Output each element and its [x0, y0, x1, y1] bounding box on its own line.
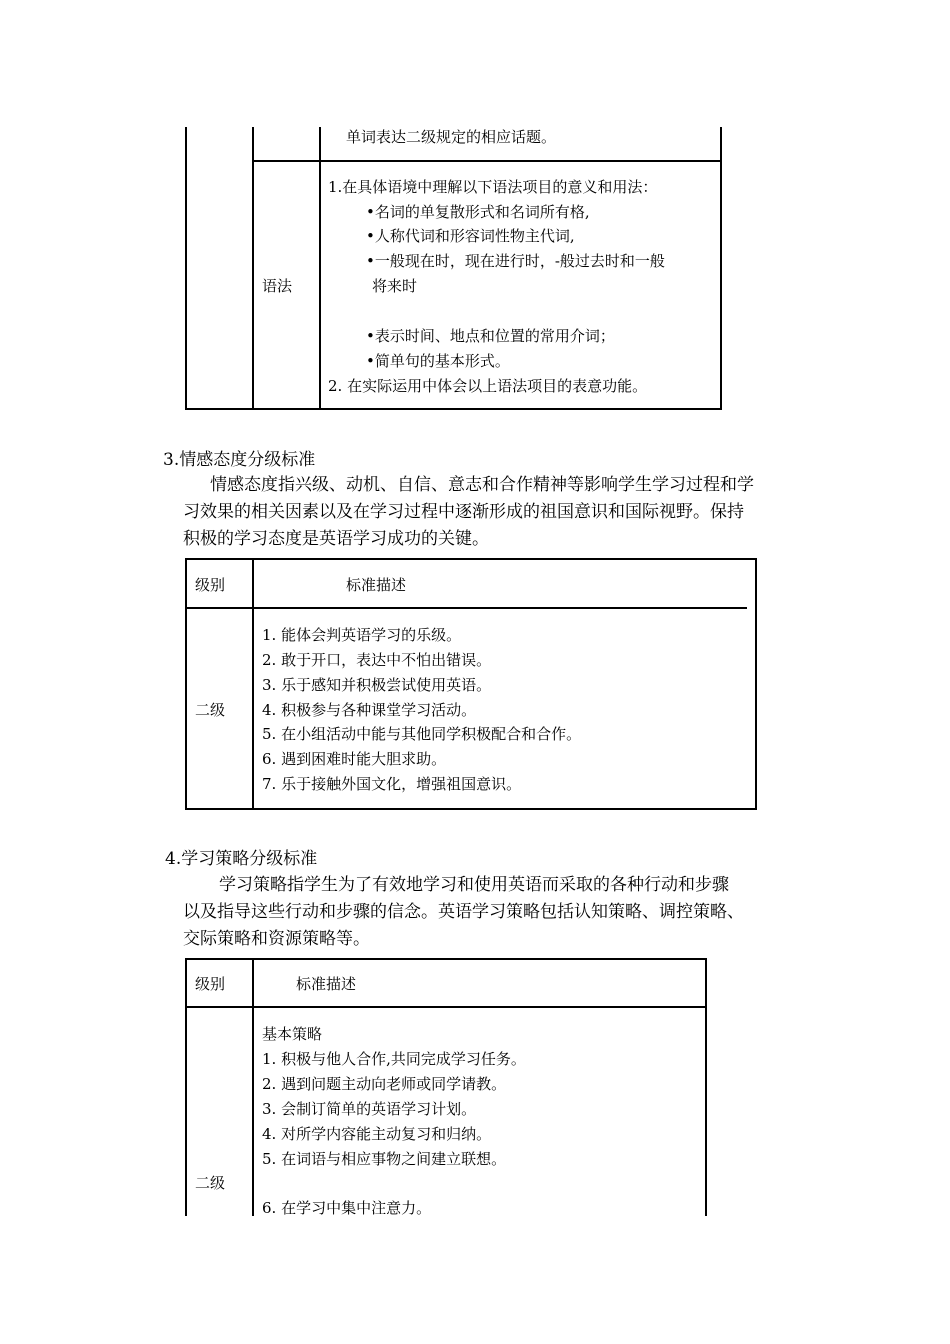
table-border-bottom	[185, 408, 722, 410]
table-level-label: 二级	[195, 1174, 226, 1192]
table-border-col	[319, 127, 321, 410]
table-row-separator	[252, 160, 722, 162]
table-header-desc: 标准描述	[346, 576, 407, 594]
table-border-bottom	[185, 808, 757, 810]
section3-heading: 3.情感态度分级标准	[163, 450, 316, 470]
paragraph-line: 以及指导这些行动和步骤的信念。英语学习策略包括认知策略、调控策略、	[183, 902, 744, 922]
table-border-top	[185, 558, 757, 560]
paragraph-line: 积极的学习态度是英语学习成功的关键。	[183, 529, 489, 549]
table-item: 7. 乐于接触外国文化，增强祖国意识。	[262, 775, 522, 793]
table-border-right	[755, 558, 757, 810]
table-border-col	[252, 558, 254, 810]
table-header-desc: 标准描述	[296, 975, 357, 993]
table-border-left	[185, 558, 187, 810]
paragraph-line: 学习策略指学生为了有效地学习和使用英语而采取的各种行动和步骤	[219, 875, 729, 895]
table-item: 2. 遇到问题主动向老师或同学请教。	[262, 1075, 507, 1093]
grammar-category-label: 语法	[262, 277, 293, 295]
table-item: 1. 积极与他人合作,共同完成学习任务。	[262, 1050, 526, 1068]
table-header-separator	[185, 1006, 707, 1008]
table-item: 5. 在小组活动中能与其他同学积极配合和合作。	[262, 725, 582, 743]
grammar-line: 2. 在实际运用中体会以上语法项目的表意功能。	[328, 377, 648, 395]
section4-paragraph	[183, 872, 823, 953]
grammar-line: •名词的单复散形式和名词所有格,	[366, 203, 590, 221]
table-border-top	[185, 958, 707, 960]
table-border-left	[185, 127, 187, 410]
table-tick	[185, 999, 187, 1014]
table-tick	[720, 153, 722, 168]
section4-heading: 4.学习策略分级标准	[165, 849, 318, 869]
table-item: 4. 对所学内容能主动复习和归纳。	[262, 1125, 492, 1143]
grammar-line: •人称代词和形容词性物主代词,	[366, 227, 575, 245]
table-item: 5. 在词语与相应事物之间建立联想。	[262, 1150, 507, 1168]
grammar-line: •简单句的基本形式。	[366, 352, 510, 370]
table-item: 基本策略	[262, 1025, 323, 1043]
table-item: 6. 遇到困难时能大胆求助。	[262, 750, 447, 768]
grammar-line: 将来时	[372, 277, 418, 295]
grammar-line: •一般现在时，现在进行时，-般过去时和一般	[366, 252, 665, 270]
table-border-left	[185, 958, 187, 1216]
table-tick	[705, 999, 707, 1014]
table-item: 3. 乐于感知并积极尝试使用英语。	[262, 676, 492, 694]
table-header-level: 级别	[195, 576, 226, 594]
section3-paragraph	[183, 472, 823, 553]
table-header-separator	[185, 607, 747, 609]
table-tick	[185, 600, 187, 615]
table-tick	[252, 153, 254, 168]
table-item: 4. 积极参与各种课堂学习活动。	[262, 701, 477, 719]
table-item: 3. 会制订简单的英语学习计划。	[262, 1100, 477, 1118]
paragraph-line: 习效果的相关因素以及在学习过程中逐渐形成的祖国意识和国际视野。保持	[183, 502, 744, 522]
grammar-line: 1.在具体语境中理解以下语法项目的意义和用法：	[328, 178, 658, 196]
table-item: 1. 能体会判英语学习的乐级。	[262, 626, 462, 644]
table-level-label: 二级	[195, 701, 226, 719]
table-border-right	[720, 127, 722, 410]
table-border-right	[705, 958, 707, 1216]
paragraph-line: 情感态度指兴级、动机、自信、意志和合作精神等影响学生学习过程和学	[210, 475, 754, 495]
table-tick	[252, 999, 254, 1014]
table-item: 6. 在学习中集中注意力。	[262, 1199, 432, 1217]
table-header-level: 级别	[195, 975, 226, 993]
paragraph-line: 交际策略和资源策略等。	[183, 929, 370, 949]
grammar-top-row-text: 单词表达二级规定的相应话题。	[346, 128, 557, 146]
table-border-col	[252, 958, 254, 1216]
table-item: 2. 敢于开口，表达中不怕出错误。	[262, 651, 492, 669]
grammar-line: •表示时间、地点和位置的常用介词；	[366, 327, 615, 345]
table-tick	[252, 600, 254, 615]
table-border-col	[252, 127, 254, 410]
